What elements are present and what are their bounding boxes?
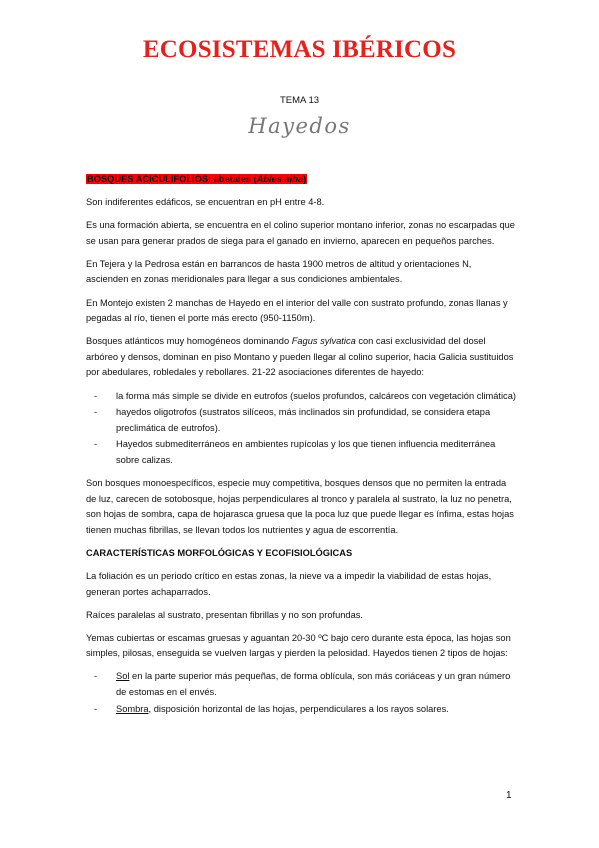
leaf-types-list — [86, 669, 516, 717]
list-text: en la parte superior más pequeñas, de forma oblícula, son más coriáceas y un gran número de estomas en el envés. — [116, 671, 511, 698]
list-item: - hayedos oligotrofos (sustratos silíceos, más inclinados sin profundidad, se considera etapa preclimática de eutrofos). — [86, 405, 516, 436]
hayedo-types-list — [86, 389, 516, 469]
paragraph: Yemas cubiertas or escamas gruesas y aguantan 20-30 ºC bajo cero durante esta época, las hojas son simples, pilosas, enseguida se vuelven largas y pierden la pelosidad. Hayedos tienen 2 tipos de hojas: — [86, 632, 511, 659]
paragraph: Raíces paralelas al sustrato, presentan fibrillas y no son profundas. — [86, 609, 363, 620]
paragraph: La foliación es un periodo crítico en estas zonas, la nieve va a impedir la viabilidad de estas hojas, generan portes achaparrados. — [86, 570, 492, 597]
heading-species: Abies alba — [256, 174, 304, 184]
species-name: Fagus sylvatica — [291, 336, 356, 347]
section-heading-highlighted — [86, 172, 516, 188]
page-number: 1 — [506, 790, 512, 801]
text-run: Bosques atlánticos muy homogéneos dominando — [86, 336, 292, 347]
list-item — [86, 702, 516, 718]
paragraph: Son bosques monoespecíficos, especie muy competitiva, bosques densos que no permiten la entrada de luz, carecen de sotobosque, hojas perpendiculares al tronco y paralela al sustrato, la luz no penetra, son hojas de sombra, capa de hojarasca gruesa que la poca luz que puede llegar es ínfima, estas hojas tienen muchas fibrillas, se llevan todos los nutrientes y agua de escorrentía. — [86, 478, 514, 535]
paragraph: En Tejera y la Pedrosa están en barrancos de hasta 1900 metros de altitud y orientaciones N, ascienden en zonas meridionales para llegar a sus condiciones ambientales. — [86, 258, 472, 285]
text-run: con casi exclusividad del dosel arbóreo y densos, dominan en piso Montano y pueden llegar al colino superior, hacia Galicia sustituidos por abedulares, robledales y rebollares. 21-22 asociaciones diferentes de hayedo: — [86, 336, 514, 378]
document-title: ECOSISTEMAS IBÉRICOS — [142, 36, 457, 63]
paragraph: Son indiferentes edáficos, se encuentran en pH entre 4-8. — [86, 197, 325, 208]
section-heading: CARACTERÍSTICAS MORFOLÓGICAS Y ECOFISIOLÓGICAS — [86, 547, 353, 558]
list-term: Sombra, — [116, 703, 152, 714]
handwritten-topic-title: Hayedos — [248, 114, 351, 138]
list-item: - la forma más simple se divide en eutrofos (suelos profundos, calcáreos con vegetación climática) — [86, 389, 516, 405]
highlighted-heading — [86, 174, 307, 184]
topic-number: TEMA 13 — [279, 95, 320, 106]
paragraph: Es una formación abierta, se encuentra en el colino superior montano inferior, zonas no escarpadas que se usan para generar prados de siega para el ganado en invierno, aparecen en pequeños parches. — [86, 220, 515, 246]
list-item — [86, 669, 516, 700]
paragraph: En Montejo existen 2 manchas de Hayedo en el interior del valle con sustrato profundo, zonas llanas y pegadas al río, tienen el porte más erecto (950-1150m). — [86, 297, 508, 324]
heading-text: BOSQUES ACICULIFOLIOS: abetales ( — [87, 174, 257, 184]
list-text: disposición horizontal de las hojas, perpendiculares a los rayos solares. — [151, 703, 449, 714]
list-item: - Hayedos submediterráneos en ambientes rupícolas y los que tienen influencia mediterránea sobre calizas. — [86, 437, 516, 468]
list-term: Sol — [116, 671, 130, 682]
heading-suffix: ) — [303, 174, 307, 184]
paragraph — [86, 334, 516, 381]
document-body — [86, 172, 516, 725]
